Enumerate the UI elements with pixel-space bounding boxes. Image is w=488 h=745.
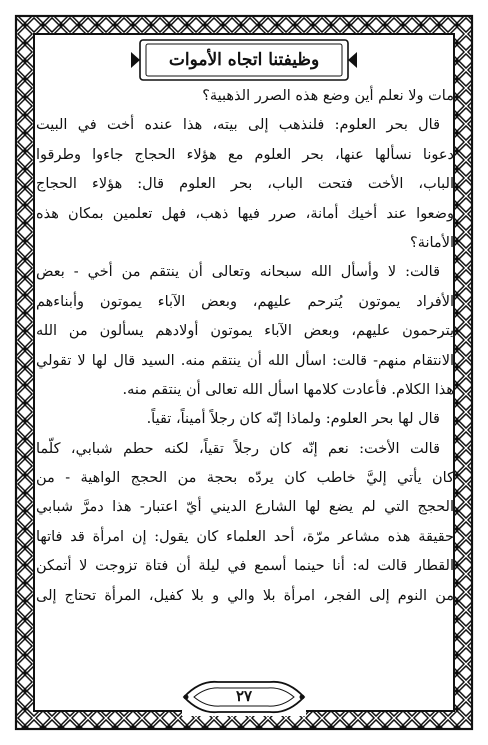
text-line: قالت: لا وأسأل الله سبحانه وتعالى أن ينتقم من أخي - بعض	[36, 264, 440, 281]
text-line: الأفراد يموتون يُترحم عليهم، وبعض الآباء يموتون وأبناءهم	[36, 293, 454, 310]
text-line: قال بحر العلوم: فلنذهب إلى بيته، هذا عنده أخت في البيت	[36, 117, 440, 134]
text-line: دعونا نسألها عنها، بحر العلوم مع هؤلاء الحجاج جاءوا وطرقوا	[36, 146, 454, 163]
text-line: حقيقة هذه مشاعر مرّة، أحد العلماء كان يقول: إن امرأة قد فاتها	[36, 528, 454, 545]
text-line: وضعوا عند أخيك أمانة، صرر فيها ذهب، فهل تعلمين بمكان هذه	[36, 205, 454, 222]
running-header-title: وظيفتنا اتجاه الأموات	[168, 50, 320, 70]
text-line: الحجج التي لم يضع لها الشارع الديني أيّ اعتبار- هذا دمرَّ شبابي	[36, 499, 454, 516]
text-line: من النوم إلى الفجر، امرأة بلا والي و بلا كفيل، المرأة تحتاج إلى	[36, 587, 454, 604]
page-body-text	[36, 82, 454, 664]
text-line: مات ولا نعلم أين وضع هذه الصرر الذهبية؟	[202, 88, 454, 104]
text-line: قالت الأخت: نعم إنّه كان رجلاً تقياً، لكنه حطم شبابي، كلّما	[36, 440, 440, 457]
text-line: كان يأتي إليَّ خاطب كان يردّه بحجة من الحجج الواهية - من	[36, 470, 454, 487]
page-number: ٢٧	[235, 687, 253, 705]
text-line: قال لها بحر العلوم: ولماذا إنّه كان رجلاً أميناً، تقياً.	[146, 411, 440, 428]
text-line: الأمانة؟	[410, 234, 454, 251]
text-line: الباب، الأخت فتحت الباب، بحر العلوم قال: هؤلاء الحجاج	[36, 176, 454, 193]
text-line: الانتقام منهم- قالت: اسأل الله أن ينتقم منه. السيد قال لها لا تقولي	[36, 352, 454, 369]
text-line: القطار قالت له: أنا حينما أسمع في ليلة أن فتاة تزوجت لا أتمكن	[36, 558, 454, 575]
text-line: يترحمون عليهم، وبعض الآباء يموتون أولادهم يسألون من الله	[36, 323, 454, 340]
text-line: هذا الكلام. فأعادت كلامها اسأل الله تعالى أن ينتقم منه.	[122, 381, 454, 398]
